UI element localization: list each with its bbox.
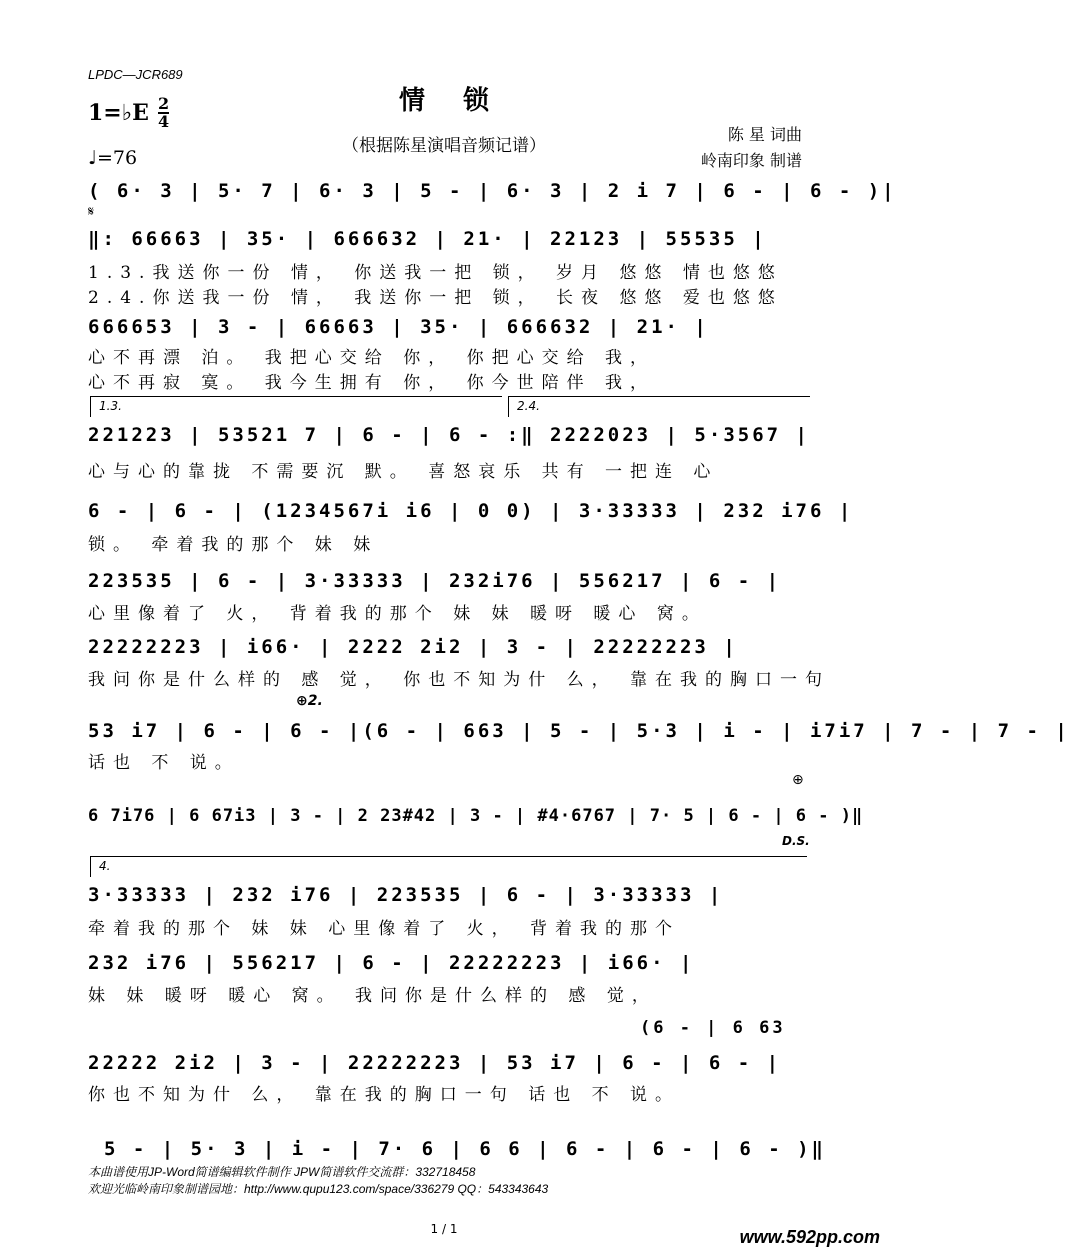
music-line-13: 5 - | 5· 3 | i - | 7· 6 | 6 6 | 6 - | 6 - | 6 - )‖ xyxy=(104,1138,826,1160)
coda-sign: ⊕ xyxy=(792,772,804,788)
music-line-2: ‖: 66663 | 35· | 666632 | 21· | 22123 | 55535 | xyxy=(88,228,767,250)
meter-top: 2 xyxy=(158,94,170,113)
lyric-line-12: 你也不知为什 么， 靠在我的胸口一句 话也 不 说。 xyxy=(88,1085,681,1105)
music-line-10: 3·33333 | 232 i76 | 223535 | 6 - | 3·33333 | xyxy=(88,884,724,906)
lyric-line-6: 心里像着了 火， 背着我的那个 妹 妹 暖呀 暖心 窝。 xyxy=(88,604,707,624)
music-line-9: 6 7i76 | 6 67i3 | 3 - | 2 23#42 | 3 - | #4·6767 | 7· 5 | 6 - | 6 - )‖ xyxy=(88,806,864,826)
music-line-1: ( 6· 3 | 5· 7 | 6· 3 | 5 - | 6· 3 | 2 i 7 | 6 - | 6 - )| xyxy=(88,180,897,202)
coda-volta-label: ⊕2. xyxy=(296,693,323,709)
credit-lyrics: 陈 星 词曲 xyxy=(727,125,802,144)
music-line-12: 22222 2i2 | 3 - | 22222223 | 53 i7 | 6 - | 6 - | xyxy=(88,1052,782,1074)
footer-website-note: 欢迎光临岭南印象制谱园地：http://www.qupu123.com/space/336279 QQ：543343643 xyxy=(88,1182,549,1196)
music-line-6: 223535 | 6 - | 3·33333 | 232i76 | 556217 | 6 - | xyxy=(88,570,782,592)
footer-software-note: 本曲谱使用JP-Word简谱编辑软件制作 JPW简谱软件交流群：332718458 xyxy=(88,1165,476,1179)
lyric-line-5: 锁。 牵着我的那个 妹 妹 xyxy=(88,535,379,555)
segno-sign: 𝄋 xyxy=(88,204,95,220)
music-line-3: 666653 | 3 - | 66663 | 35· | 666632 | 21· | xyxy=(88,316,709,338)
lyric-line-7: 我问你是什么样的 感 觉， 你也不知为什 么， 靠在我的胸口一句 xyxy=(88,670,831,690)
music-line-7: 22222223 | i66· | 2222 2i2 | 3 - | 22222223 | xyxy=(88,636,738,658)
lyric-line-11: 妹 妹 暖呀 暖心 窝。 我问你是什么样的 感 觉， xyxy=(88,986,657,1006)
music-line-5: 6 - | 6 - | (1234567i i6 | 0 0) | 3·33333 | 232 i76 | xyxy=(88,500,854,522)
song-title: 情锁 xyxy=(398,86,527,116)
meter-bottom: 4 xyxy=(158,112,170,131)
tempo-marking: ♩=76 xyxy=(88,147,138,169)
song-subtitle: （根据陈星演唱音频记谱） xyxy=(342,136,546,156)
site-watermark: www.592pp.com xyxy=(739,1227,880,1247)
score-code: LPDC—JCR689 xyxy=(88,67,183,82)
page-number: 1 / 1 xyxy=(430,1222,458,1236)
music-line-8: 53 i7 | 6 - | 6 - |(6 - | 663 | 5 - | 5·3 | i - | i7i7 | 7 - | 7 - | xyxy=(88,720,1070,742)
ds-marking: D.S. xyxy=(782,834,810,848)
lyric-line-10: 牵着我的那个 妹 妹 心里像着了 火， 背着我的那个 xyxy=(88,919,681,939)
lyric-line-3a: 心不再漂 泊。 我把心交给 你， 你把心交给 我， xyxy=(88,348,656,368)
volta-bracket-1: 1.3. xyxy=(90,396,502,417)
lyric-line-2b: 2.4.你送我一份 情， 我送你一把 锁， 长夜 悠悠 爱也悠悠 xyxy=(88,288,783,308)
lyric-line-3b: 心不再寂 寞。 我今生拥有 你， 你今世陪伴 我， xyxy=(88,373,656,393)
lyric-line-8: 话也 不 说。 xyxy=(88,753,240,773)
lyric-line-2a: 1.3.我送你一份 情， 你送我一把 锁， 岁月 悠悠 情也悠悠 xyxy=(88,263,783,283)
music-line-4: 221223 | 53521 7 | 6 - | 6 - :‖ 2222023 | 5·3567 | xyxy=(88,424,810,446)
credit-score: 岭南印象 制谱 xyxy=(700,151,802,170)
key-signature: 1=♭E xyxy=(88,100,149,126)
music-line-12-upper: (6 - | 6 63 xyxy=(640,1018,786,1038)
volta-bracket-2: 2.4. xyxy=(508,396,810,417)
music-line-11: 232 i76 | 556217 | 6 - | 22222223 | i66· | xyxy=(88,952,695,974)
volta-bracket-4: 4. xyxy=(90,856,807,877)
lyric-line-4: 心与心的靠拢 不需要沉 默。 喜怒哀乐 共有 一把连 心 xyxy=(88,462,719,482)
time-signature xyxy=(158,96,169,130)
